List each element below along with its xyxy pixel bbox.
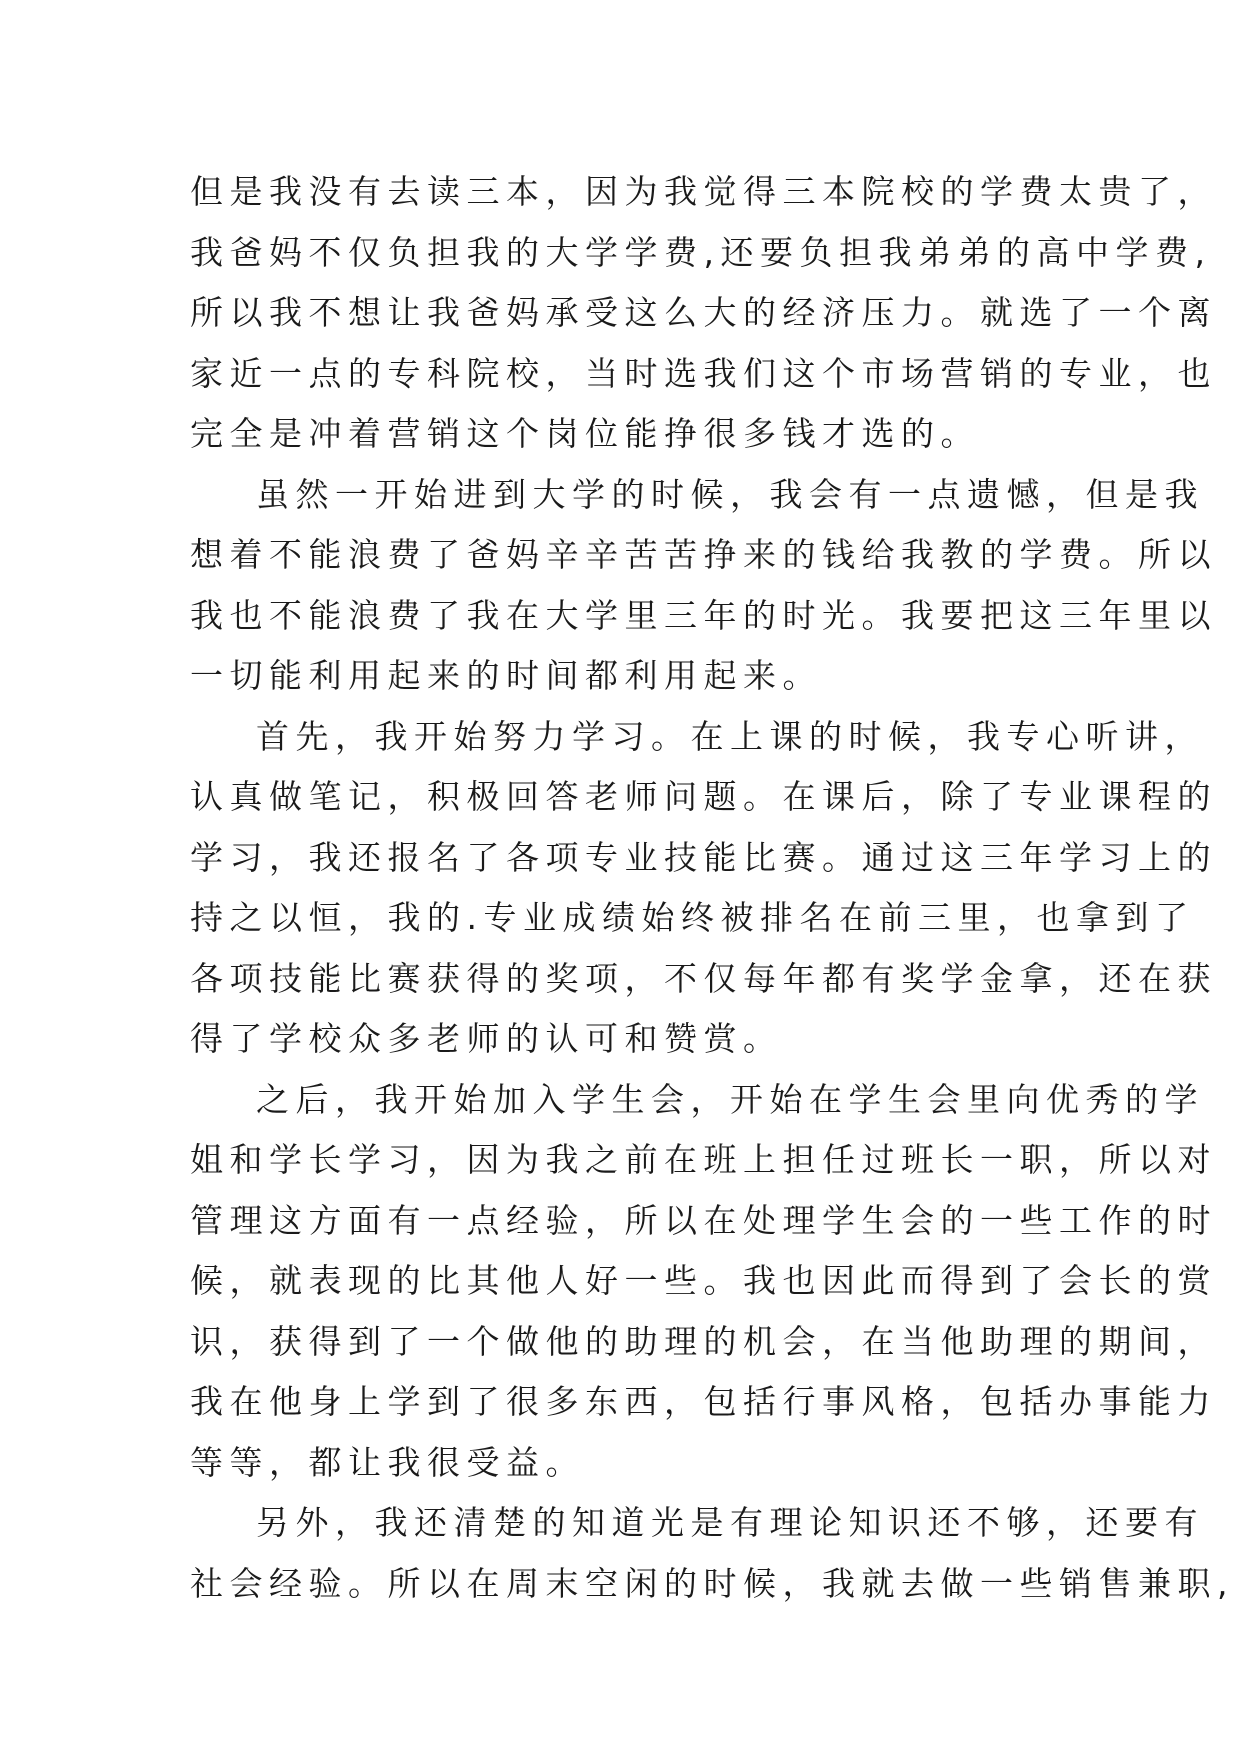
text-line: 所以我不想让我爸妈承受这么大的经济压力。就选了一个离: [190, 293, 1217, 332]
text-line: 完全是冲着营销这个岗位能挣很多钱才选的。: [190, 414, 980, 453]
text-line: 社会经验。所以在周末空闲的时候，我就去做一些销售兼职,: [190, 1563, 1234, 1603]
text-line: 家近一点的专科院校，当时选我们这个市场营销的专业，也: [190, 353, 1217, 393]
text-line: 管理这方面有一点经验，所以在处理学生会的一些工作的时: [190, 1200, 1217, 1240]
text-line: 得了学校众多老师的认可和赞赏。: [190, 1019, 783, 1058]
text-line: 候，就表现的比其他人好一些。我也因此而得到了会长的赏: [190, 1261, 1217, 1300]
text-line: 等等，都让我很受益。: [190, 1442, 585, 1482]
paragraph-first-line: 首先，我开始努力学习。在上课的时候，我专心听讲，: [256, 716, 1204, 756]
text-line: 姐和学长学习，因为我之前在班上担任过班长一职，所以对: [190, 1140, 1217, 1179]
paragraph-first-line: 虽然一开始进到大学的时候，我会有一点遗憾，但是我: [256, 474, 1204, 514]
text-line: 识，获得到了一个做他的助理的机会，在当他助理的期间，: [190, 1321, 1217, 1361]
text-line: 我也不能浪费了我在大学里三年的时光。我要把这三年里以: [190, 595, 1217, 635]
body-text: [190, 162, 1234, 1614]
text-line: 想着不能浪费了爸妈辛辛苦苦挣来的钱给我教的学费。所以: [190, 535, 1217, 574]
text-line: 一切能利用起来的时间都利用起来。: [190, 656, 822, 695]
text-line: 认真做笔记，积极回答老师问题。在课后，除了专业课程的: [190, 777, 1217, 816]
text-line: 但是我没有去读三本，因为我觉得三本院校的学费太贵了，: [190, 172, 1217, 211]
paragraph-first-line: 另外，我还清楚的知道光是有理论知识还不够，还要有: [256, 1503, 1204, 1542]
text-line: 我爸妈不仅负担我的大学学费,还要负担我弟弟的高中学费,: [190, 232, 1212, 272]
text-line: 持之以恒，我的.专业成绩始终被排名在前三里，也拿到了: [190, 898, 1195, 937]
text-line: 各项技能比赛获得的奖项，不仅每年都有奖学金拿，还在获: [190, 958, 1217, 998]
paragraph-first-line: 之后，我开始加入学生会，开始在学生会里向优秀的学: [256, 1079, 1204, 1119]
text-line: 学习，我还报名了各项专业技能比赛。通过这三年学习上的: [190, 837, 1217, 877]
text-line: 我在他身上学到了很多东西，包括行事风格，包括办事能力: [190, 1382, 1217, 1421]
